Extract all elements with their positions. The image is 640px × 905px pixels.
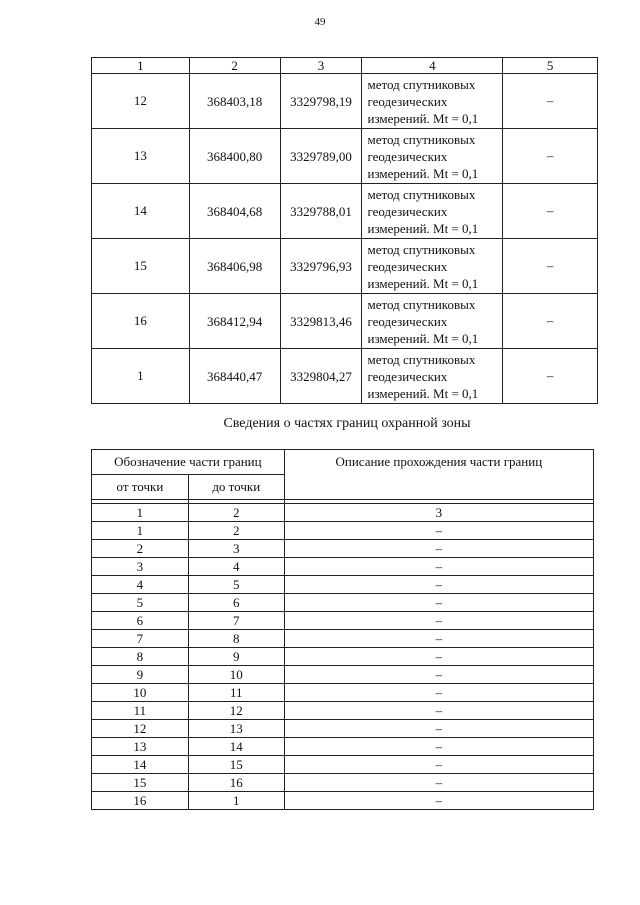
method-cell (362, 129, 503, 184)
from-point-cell: 14 (92, 756, 189, 774)
table-row (92, 74, 598, 129)
table-row (92, 294, 598, 349)
description-cell: – (284, 702, 593, 720)
to-point-cell: 16 (188, 774, 284, 792)
table-row (92, 702, 594, 720)
x-coordinate-cell: 368412,94 (189, 294, 280, 349)
column-number-3: 3 (280, 58, 362, 74)
point-number-cell: 13 (92, 129, 190, 184)
table-row (92, 576, 594, 594)
to-point-cell: 3 (188, 540, 284, 558)
table-row (92, 648, 594, 666)
to-point-cell: 10 (188, 666, 284, 684)
method-line: геодезических (367, 148, 448, 164)
description-cell: – (284, 684, 593, 702)
part-designation-header: Обозначение части границ (92, 450, 285, 475)
from-point-cell: 6 (92, 612, 189, 630)
description-cell: – (284, 630, 593, 648)
coordinates-body (92, 74, 598, 404)
from-point-cell: 10 (92, 684, 189, 702)
note-cell: – (503, 349, 598, 404)
x-coordinate-cell: 368440,47 (189, 349, 280, 404)
from-point-cell: 12 (92, 720, 189, 738)
point-number-cell: 16 (92, 294, 190, 349)
description-cell: – (284, 558, 593, 576)
method-line: измерений. Mt = 0,1 (367, 165, 479, 181)
boundary-parts-body (92, 522, 594, 810)
note-cell: – (503, 74, 598, 129)
table-row (92, 720, 594, 738)
description-cell: – (284, 774, 593, 792)
description-cell: – (284, 540, 593, 558)
to-point-cell: 13 (188, 720, 284, 738)
method-line: измерений. Mt = 0,1 (367, 220, 479, 236)
table-row (92, 666, 594, 684)
method-line: измерений. Mt = 0,1 (367, 275, 479, 291)
table-row (92, 684, 594, 702)
table-row (92, 522, 594, 540)
note-cell: – (503, 294, 598, 349)
from-point-cell: 4 (92, 576, 189, 594)
y-coordinate-cell: 3329813,46 (280, 294, 362, 349)
method-line: геодезических (367, 258, 448, 274)
description-cell: – (284, 612, 593, 630)
column-number-4: 4 (362, 58, 503, 74)
to-point-cell: 9 (188, 648, 284, 666)
method-line: измерений. Mt = 0,1 (367, 330, 479, 346)
from-point-cell: 3 (92, 558, 189, 576)
to-point-cell: 14 (188, 738, 284, 756)
point-number-cell: 1 (92, 349, 190, 404)
method-line: метод спутниковых (367, 351, 476, 367)
column-number-1: 1 (92, 58, 190, 74)
to-point-cell: 4 (188, 558, 284, 576)
method-cell (362, 239, 503, 294)
description-cell: – (284, 666, 593, 684)
from-point-cell: 16 (92, 792, 189, 810)
to-point-cell: 12 (188, 702, 284, 720)
description-cell: – (284, 576, 593, 594)
table-row (92, 558, 594, 576)
x-coordinate-cell: 368403,18 (189, 74, 280, 129)
description-cell: – (284, 720, 593, 738)
y-coordinate-cell: 3329804,27 (280, 349, 362, 404)
method-line: метод спутниковых (367, 241, 476, 257)
point-number-cell: 12 (92, 74, 190, 129)
description-cell: – (284, 792, 593, 810)
table-row (92, 349, 598, 404)
numbering-cell: 1 (92, 504, 189, 522)
column-number-5: 5 (503, 58, 598, 74)
method-line: измерений. Mt = 0,1 (367, 110, 479, 126)
coordinates-header-row (92, 58, 598, 74)
method-line: геодезических (367, 313, 448, 329)
to-point-cell: 15 (188, 756, 284, 774)
note-cell: – (503, 184, 598, 239)
table-row (92, 239, 598, 294)
x-coordinate-cell: 368400,80 (189, 129, 280, 184)
section-title: Сведения о частях границ охранной зоны (223, 416, 471, 431)
from-point-cell: 13 (92, 738, 189, 756)
from-point-header: от точки (92, 475, 189, 500)
to-point-cell: 2 (188, 522, 284, 540)
from-point-cell: 9 (92, 666, 189, 684)
table-row (92, 774, 594, 792)
page-number: 49 (314, 16, 326, 28)
method-line: измерений. Mt = 0,1 (367, 385, 479, 401)
from-point-cell: 11 (92, 702, 189, 720)
method-cell (362, 349, 503, 404)
description-cell: – (284, 594, 593, 612)
to-point-header: до точки (188, 475, 284, 500)
point-number-cell: 14 (92, 184, 190, 239)
to-point-cell: 7 (188, 612, 284, 630)
column-number-2: 2 (189, 58, 280, 74)
y-coordinate-cell: 3329796,93 (280, 239, 362, 294)
to-point-cell: 8 (188, 630, 284, 648)
coordinates-table (91, 57, 598, 404)
from-point-cell: 7 (92, 630, 189, 648)
description-cell: – (284, 648, 593, 666)
part-description-header: Описание прохождения части границ (284, 450, 593, 500)
method-line: метод спутниковых (367, 296, 476, 312)
numbering-cell: 3 (284, 504, 593, 522)
method-line: геодезических (367, 203, 448, 219)
x-coordinate-cell: 368404,68 (189, 184, 280, 239)
table-row (92, 792, 594, 810)
method-line: геодезических (367, 93, 448, 109)
from-point-cell: 2 (92, 540, 189, 558)
description-cell: – (284, 522, 593, 540)
method-line: геодезических (367, 368, 448, 384)
table-row (92, 738, 594, 756)
to-point-cell: 6 (188, 594, 284, 612)
description-cell: – (284, 756, 593, 774)
table-row (92, 756, 594, 774)
from-point-cell: 8 (92, 648, 189, 666)
method-line: метод спутниковых (367, 186, 476, 202)
numbering-cell: 2 (188, 504, 284, 522)
to-point-cell: 11 (188, 684, 284, 702)
method-cell (362, 294, 503, 349)
note-cell: – (503, 129, 598, 184)
y-coordinate-cell: 3329788,01 (280, 184, 362, 239)
method-cell (362, 74, 503, 129)
table-row (92, 630, 594, 648)
table-row (92, 612, 594, 630)
y-coordinate-cell: 3329789,00 (280, 129, 362, 184)
to-point-cell: 1 (188, 792, 284, 810)
note-cell: – (503, 239, 598, 294)
boundary-parts-table (91, 449, 594, 810)
table-row (92, 540, 594, 558)
table-row (92, 184, 598, 239)
y-coordinate-cell: 3329798,19 (280, 74, 362, 129)
from-point-cell: 15 (92, 774, 189, 792)
numbering-row (92, 504, 594, 522)
method-cell (362, 184, 503, 239)
description-cell: – (284, 738, 593, 756)
table-row (92, 594, 594, 612)
method-line: метод спутниковых (367, 131, 476, 147)
from-point-cell: 1 (92, 522, 189, 540)
from-point-cell: 5 (92, 594, 189, 612)
point-number-cell: 15 (92, 239, 190, 294)
x-coordinate-cell: 368406,98 (189, 239, 280, 294)
table-row (92, 129, 598, 184)
to-point-cell: 5 (188, 576, 284, 594)
method-line: метод спутниковых (367, 76, 476, 92)
